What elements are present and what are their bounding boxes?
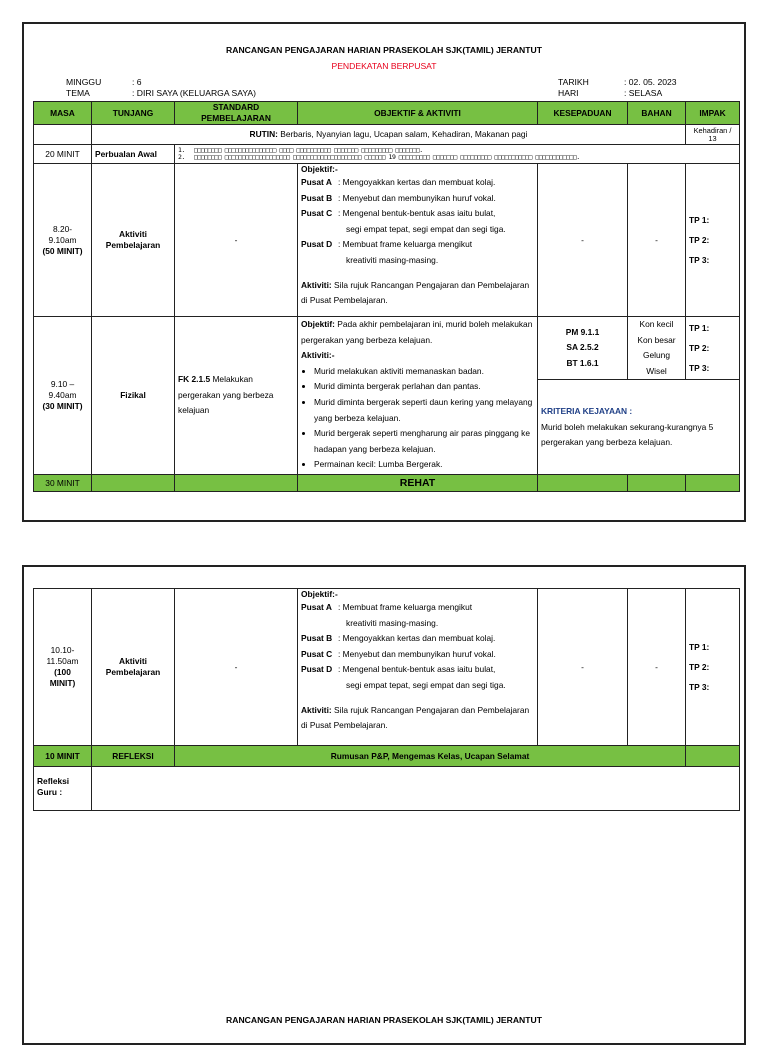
list-item: • Murid diminta bergerak perlahan dan pantas.: [314, 379, 534, 395]
fizikal-standard: FK 2.1.5 Melakukan pergerakan yang berbeza kelajuan: [175, 317, 298, 475]
aktiviti2-kesepaduan: -: [538, 589, 628, 746]
aktiviti1-kesepaduan: -: [538, 164, 628, 317]
rutin-label: RUTIN:: [249, 129, 278, 139]
fizikal-bahan: Kon kecil Kon besar Gelung Wisel: [628, 317, 686, 380]
refleksi-guru-label: Refleksi Guru :: [34, 767, 92, 811]
refleksi-row: [34, 746, 740, 767]
fizikal-kesepaduan: PM 9.1.1 SA 2.5.2 BT 1.6.1: [538, 317, 628, 380]
aktiviti1-standard: -: [175, 164, 298, 317]
hari-label: HARI: [558, 88, 579, 98]
aktiviti1-objektif: Objektif:- Pusat A : Mengoyakkan kertas dan membuat kolaj. Pusat B : Menyebut dan membunyikan huruf vokal. Pusat C : Mengenal bentuk-bentuk asas iaitu bulat, segi empat tepat, segi empat dan segi tiga. Pusat D : Membuat frame keluarga mengikut kreativiti masing-masing. Aktiviti: Sila rujuk Rancangan Pengajaran dan Pembelajaran di Pusat Pembelajaran.: [298, 164, 538, 317]
perbualan-content: 1. □□□□□□□□ □□□□□□□□□□□□□□□ □□□□ □□□□□□□□□□ □□□□□□□ □□□□□□□□□ □□□□□□□. 2. □□□□□□□□ □□□□□□□□□□□□□□□□□□□ □□□□□□□□□□□□□□□□□□□□ □□□□□□ 19 □□□□□□□□□ □□□□□□□ □□□□□□□□□ □□□□□□□□□□□ □□□□□□□□□□□□.: [175, 145, 740, 164]
rutin-row: [34, 125, 740, 145]
list-item: • Permainan kecil: Lumba Bergerak.: [314, 457, 534, 473]
aktiviti2-standard: -: [175, 589, 298, 746]
refleksi-tunjang: REFLEKSI: [92, 746, 175, 767]
list-item: • Murid diminta bergerak seperti daun kering yang melayang yang berbeza kelajuan.: [314, 395, 534, 426]
perbualan-tunjang: Perbualan Awal: [92, 145, 175, 164]
refleksi-guru-content: [92, 767, 740, 811]
col-masa: MASA: [34, 102, 92, 125]
refleksi-text: Rumusan P&P, Mengemas Kelas, Ucapan Selamat: [175, 746, 686, 767]
aktiviti2-impak: TP 1: TP 2: TP 3:: [686, 589, 740, 746]
rutin-cell: [92, 125, 686, 145]
rutin-impak: Kehadiran / 13: [686, 125, 740, 145]
kriteria-cell: KRITERIA KEJAYAAN : Murid boleh melakukan sekurang-kurangnya 5 pergerakan yang berbeza kelajuan.: [538, 380, 740, 475]
col-tunjang: TUNJANG: [92, 102, 175, 125]
lesson-plan-page-1: [22, 22, 746, 522]
lesson-plan-page-2: [22, 565, 746, 1045]
tema-value: : DIRI SAYA (KELUARGA SAYA): [132, 88, 257, 98]
tema-label: TEMA: [66, 88, 90, 98]
perbualan-row: [34, 145, 740, 164]
aktiviti2-bahan: -: [628, 589, 686, 746]
aktiviti2-tunjang: Aktiviti Pembelajaran: [92, 589, 175, 746]
perbualan-line-2: □□□□□□□□ □□□□□□□□□□□□□□□□□□□ □□□□□□□□□□□□□□□□□□□□ □□□□□□ 19 □□□□□□□□□ □□□□□□□ □□□□□□□□□ □□□□□□□□□□□ □□□□□□□□□□□□.: [194, 154, 580, 161]
col-bahan: BAHAN: [628, 102, 686, 125]
rehat-masa: 30 MINIT: [34, 475, 92, 492]
perbualan-line-1: □□□□□□□□ □□□□□□□□□□□□□□□ □□□□ □□□□□□□□□□ □□□□□□□ □□□□□□□□□ □□□□□□□.: [194, 147, 423, 154]
fizikal-activity-list: [301, 364, 534, 473]
aktiviti2-objektif: Objektif:- Pusat A : Membuat frame keluarga mengikut kreativiti masing-masing. Pusat B : Mengoyakkan kertas dan membuat kolaj. Pusat C : Menyebut dan membunyikan huruf vokal. Pusat D : Mengenal bentuk-bentuk asas iaitu bulat, segi empat tepat, segi empat dan segi tiga. Aktiviti: Sila rujuk Rancangan Pengajaran dan Pembelajaran di Pusat Pembelajaran.: [298, 589, 538, 746]
refleksi-masa: 10 MINIT: [34, 746, 92, 767]
list-item: • Murid bergerak seperti mengharung air paras pinggang ke hadapan yang berbeza kelajuan.: [314, 426, 534, 457]
perbualan-masa: 20 MINIT: [34, 145, 92, 164]
document-title: RANCANGAN PENGAJARAN HARIAN PRASEKOLAH SJK(TAMIL) JERANTUT: [226, 45, 542, 55]
minggu-label: MINGGU: [66, 77, 102, 87]
rutin-text: Berbaris, Nyanyian lagu, Ucapan salam, Kehadiran, Makanan pagi: [280, 129, 528, 139]
tarikh-label: TARIKH: [558, 77, 589, 87]
lesson-table-2: [33, 588, 740, 811]
col-kesepaduan: KESEPADUAN: [538, 102, 628, 125]
aktiviti1-impak: TP 1: TP 2: TP 3:: [686, 164, 740, 317]
tarikh-value: : 02. 05. 2023: [624, 77, 677, 87]
page3-title: RANCANGAN PENGAJARAN HARIAN PRASEKOLAH SJK(TAMIL) JERANTUT: [226, 1015, 542, 1025]
aktiviti-row-2: [34, 589, 740, 746]
fizikal-objektif: Objektif: Pada akhir pembelajaran ini, murid boleh melakukan pergerakan yang berbeza kelajuan. Aktiviti:- • Murid melakukan aktiviti memanaskan badan. • Murid diminta bergerak perlahan dan pantas. • Murid diminta bergerak seperti daun kering yang melayang yang berbeza kelajuan. • Murid bergerak seperti mengharung air paras pinggang ke hadapan yang berbeza kelajuan. • Permainan kecil: Lumba Bergerak.: [298, 317, 538, 475]
meta-left: [66, 77, 256, 99]
meta-right: [558, 77, 677, 99]
aktiviti1-tunjang: Aktiviti Pembelajaran: [92, 164, 175, 317]
minggu-value: : 6: [132, 77, 142, 87]
refleksi-guru-row: [34, 767, 740, 811]
col-impak: IMPAK: [686, 102, 740, 125]
aktiviti-row-1: [34, 164, 740, 317]
hari-value: : SELASA: [624, 88, 663, 98]
aktiviti2-masa: 10.10- 11.50am (100 MINIT): [34, 589, 92, 746]
fizikal-masa: 9.10 – 9.40am (30 MINIT): [34, 317, 92, 475]
aktiviti1-masa: 8.20- 9.10am (50 MINIT): [34, 164, 92, 317]
aktiviti1-bahan: -: [628, 164, 686, 317]
rehat-row: [34, 475, 740, 492]
document-subtitle: PENDEKATAN BERPUSAT: [331, 61, 437, 71]
lesson-table: [33, 101, 740, 492]
list-item: • Murid melakukan aktiviti memanaskan badan.: [314, 364, 534, 380]
rehat-label: REHAT: [298, 475, 538, 492]
fizikal-tunjang: Fizikal: [92, 317, 175, 475]
table-header-row: [34, 102, 740, 125]
fizikal-row: [34, 317, 740, 380]
col-standard: STANDARD PEMBELAJARAN: [175, 102, 298, 125]
col-objektif: OBJEKTIF & AKTIVITI: [298, 102, 538, 125]
fizikal-impak: TP 1: TP 2: TP 3:: [686, 317, 740, 380]
